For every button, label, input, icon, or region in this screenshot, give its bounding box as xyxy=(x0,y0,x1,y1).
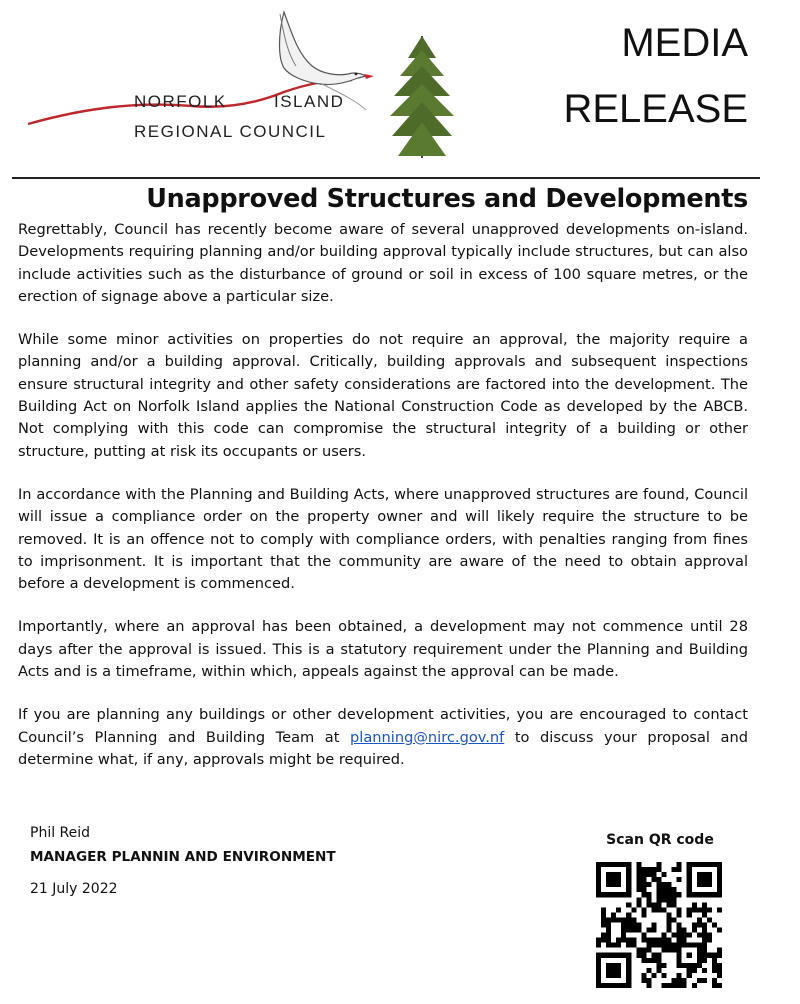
signatory-role: MANAGER PLANNIN AND ENVIRONMENT xyxy=(30,849,336,865)
media-release-heading xyxy=(563,10,748,142)
contact-paragraph xyxy=(18,704,748,771)
logo-text-regional-council: REGIONAL COUNCIL xyxy=(134,122,327,141)
media-label: MEDIA xyxy=(621,21,748,65)
signatory-name: Phil Reid xyxy=(30,825,91,841)
email-link[interactable]: planning@nirc.gov.nf xyxy=(350,728,505,746)
paragraph: While some minor activities on properties do not require an approval, the majority require a planning and/or a building approval. Critically, building approvals and subsequent inspections ensure structural integrity and other safety considerations are factored into the development. The Building Act on Norfolk Island applies the National Construction Code as developed by the ABCB. Not complying with this code can compromise the structural integrity of a building or other structure, putting at risk its occupants or users. xyxy=(18,331,748,460)
document-body xyxy=(18,219,748,792)
qr-code-icon xyxy=(596,862,722,988)
logo-text-norfolk: NORFOLK xyxy=(134,92,227,111)
release-label: RELEASE xyxy=(563,87,748,131)
contact-text-before: If you are planning any buildings or other development activities, you are encouraged to contact Council’s Planning and Building Team at xyxy=(18,706,748,746)
contact-text-after: to discuss your proposal and determine what, if any, approvals might be required. xyxy=(18,728,748,768)
logo-graphic xyxy=(22,6,482,166)
header-divider xyxy=(12,177,760,179)
norfolk-pine-icon xyxy=(390,36,454,158)
document-title: Unapproved Structures and Developments xyxy=(146,184,748,214)
paragraph: In accordance with the Planning and Building Acts, where unapproved structures are found, Council will issue a compliance order on the property owner and will likely require the structure to be removed. It is an offence not to comply with compliance orders, with penalties ranging from fines to imprisonment. It is important that the community are aware of the need to obtain approval before a development is commenced. xyxy=(18,485,748,593)
release-date: 21 July 2022 xyxy=(30,881,118,897)
council-logo xyxy=(22,6,482,166)
paragraph: Importantly, where an approval has been obtained, a development may not commence until 28 days after the approval is issued. This is a statutory requirement under the Planning and Building Acts and is a timeframe, within which, appeals against the approval can be made. xyxy=(18,618,748,681)
paragraph: Regrettably, Council has recently become aware of several unapproved developments on-island. Developments requiring planning and/or building approval typically include structures, but can also include activities such as the disturbance of ground or soil in excess of 100 square metres, or the erection of signage above a particular size. xyxy=(18,221,748,305)
signature-block xyxy=(30,821,336,901)
qr-label: Scan QR code xyxy=(606,832,714,848)
logo-text-island: ISLAND xyxy=(274,92,345,111)
qr-code[interactable] xyxy=(596,862,722,988)
